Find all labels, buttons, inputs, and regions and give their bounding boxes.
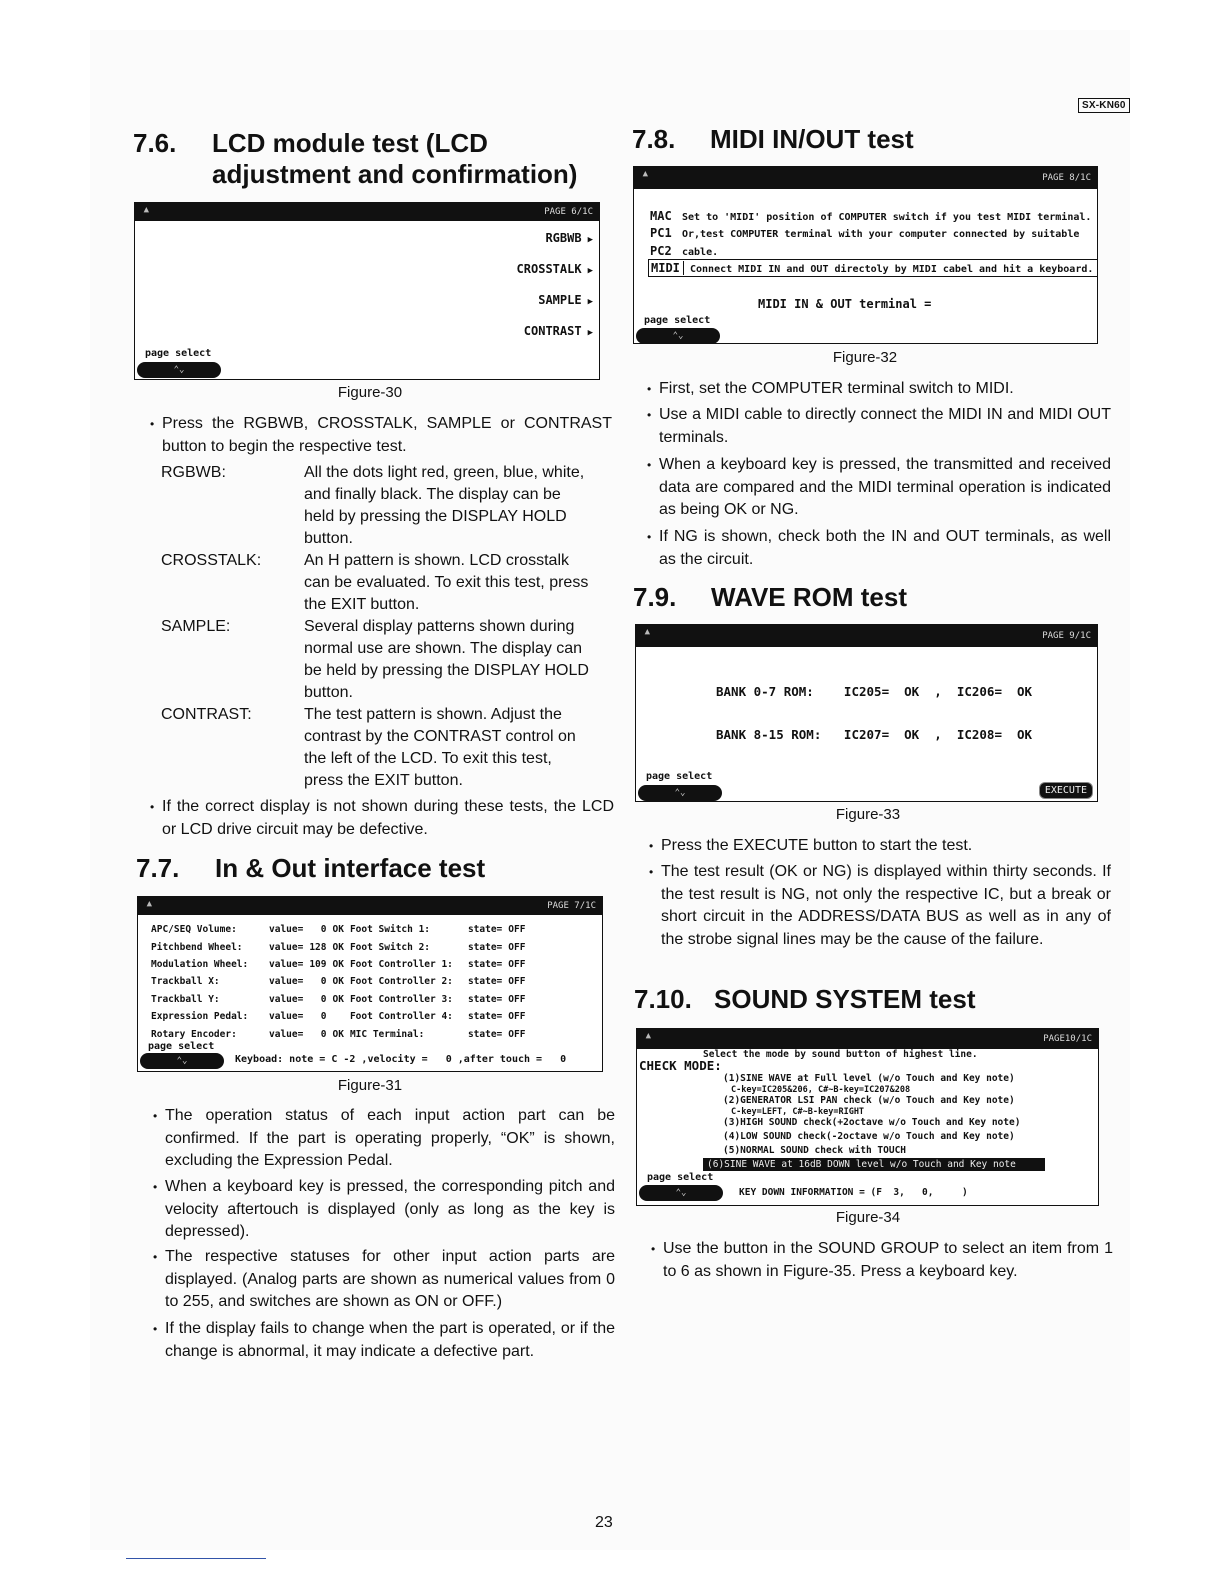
section-7-8-heading: 7.8. MIDI IN/OUT test (632, 124, 914, 154)
status-cell: OK (332, 924, 344, 936)
bullet: • When a keyboard key is pressed, the transmitted and received data are compared and the MIDI terminal operation is indicated as being OK or NG. (647, 454, 1111, 522)
def-row: CONTRAST: The test pattern is shown. Adjust the contrast by the CONTRAST control on the left of the LCD. To exit this test, press the EXIT button. (161, 706, 576, 789)
status-cell: state= (467, 1011, 503, 1023)
status-cell: 0 (320, 1011, 327, 1023)
bullet: • The respective statuses for other input action parts are displayed. (Analog parts are shown as numerical values from 0 to 255, and switches are shown as ON or OFF.) (153, 1246, 615, 1314)
test-definitions (161, 462, 601, 792)
bullet: • The test result (OK or NG) is displayed within thirty seconds. If the test result is NG, not only the respective IC, but a break or short circuit in the ADDRESS/DATA BUS as well as in any of the strobe signal lines may be the cause of the failure. (649, 861, 1111, 951)
status-cell: OK (332, 993, 344, 1005)
status-row (148, 973, 528, 990)
mode-line: C-key=IC205&206, C#~B-key=IC207&208 (731, 1085, 911, 1095)
status-cell: Foot Controller 4: (349, 1011, 453, 1023)
status-cell: Trackball Y: (151, 993, 220, 1005)
status-cell: Foot Controller 1: (349, 958, 453, 970)
status-cell: 0 (320, 1028, 327, 1040)
status-cell: Foot Controller 3: (349, 993, 453, 1005)
midi-info-line: MAC Set to 'MIDI' position of COMPUTER switch if you test MIDI terminal. (650, 209, 1092, 223)
midi-info-line: PC1 Or,test COMPUTER terminal with your computer connected by suitable (650, 226, 1080, 240)
status-cell: value= (269, 1028, 304, 1040)
status-cell: OFF (508, 976, 526, 988)
status-cell: value= (269, 1011, 304, 1023)
menu-icon: ▲ (642, 169, 648, 179)
status-cell: Expression Pedal: (151, 1011, 249, 1023)
menu-icon: ▲ (146, 899, 152, 909)
menu-icon: ▲ (645, 1031, 651, 1041)
section-number: 7.6. (133, 128, 177, 158)
page-select-label: page select (647, 1172, 714, 1183)
status-cell: OFF (508, 1028, 526, 1040)
bullet: • First, set the COMPUTER terminal switch to MIDI. (647, 378, 1111, 401)
status-cell: state= (467, 993, 503, 1005)
status-cell: OK (332, 958, 344, 970)
status-cell: value= (269, 993, 304, 1005)
menu-icon: ▲ (644, 627, 650, 637)
bullet: • When a keyboard key is pressed, the corresponding pitch and velocity aftertouch is displayed (only as long as the key is depressed). (153, 1176, 615, 1244)
check-mode-label: CHECK MODE: (639, 1058, 722, 1073)
bullet: • If the display fails to change when the part is operated, or if the change is abnormal, it may indicate a defective part. (153, 1318, 615, 1363)
page-number: 23 (595, 1514, 613, 1531)
mode-line: (3)HIGH SOUND check(+2octave w/o Touch and Key note) (723, 1117, 1021, 1128)
status-cell: OFF (508, 958, 526, 970)
figure-34-lcd (636, 1028, 1099, 1206)
rom-row: BANK 8-15 ROM: IC207= OK , IC208= OK (716, 727, 1033, 742)
title-bar: ▲ PAGE 7/1C (138, 897, 602, 915)
status-cell: value= (269, 976, 304, 988)
bullet: • If NG is shown, check both the IN and OUT terminals, as well as the circuit. (647, 526, 1111, 571)
status-cell: Pitchbend Wheel: (151, 941, 243, 953)
arrow-right-icon: ▶ (587, 297, 593, 307)
page-select-knob[interactable]: ⌃⌄ (638, 785, 722, 801)
crosstalk-button[interactable]: CROSSTALK ▶ (516, 262, 593, 276)
keyboard-readout: Keyboad: note = C -2 ,velocity = 0 ,after touch = 0 (235, 1054, 567, 1065)
contrast-button[interactable]: CONTRAST ▶ (523, 324, 593, 338)
footer-rule (126, 1558, 266, 1559)
section-title: LCD module test (LCD (212, 128, 488, 158)
status-cell: 109 (309, 958, 327, 970)
status-cell: state= (467, 924, 503, 936)
bullet: • Use a MIDI cable to directly connect the MIDI IN and MIDI OUT terminals. (647, 404, 1111, 449)
figure-30-lcd (134, 202, 600, 380)
page-indicator: PAGE 6/1C (544, 207, 593, 217)
selected-mode-line[interactable]: (6)SINE WAVE at 16dB DOWN level w/o Touch and Key note (703, 1158, 1045, 1171)
status-cell: 0 (320, 976, 327, 988)
page-select-knob[interactable]: ⌃⌄ (140, 1053, 224, 1069)
status-cell: value= (269, 941, 304, 953)
intro-bullet: • Press the RGBWB, CROSSTALK, SAMPLE or CONTRAST button to begin the respective test. (150, 413, 612, 458)
rom-row: BANK 0-7 ROM: IC205= OK , IC206= OK (716, 684, 1033, 699)
status-cell: OFF (508, 993, 526, 1005)
status-cell: Modulation Wheel: (151, 958, 249, 970)
page-select-label: page select (148, 1041, 215, 1052)
mode-line: (1)SINE WAVE at Full level (w/o Touch and Key note) (723, 1073, 1015, 1084)
status-cell: state= (467, 941, 503, 953)
status-row (148, 956, 528, 973)
section-7-6-heading-line2: adjustment and confirmation) (212, 159, 578, 189)
status-cell: OK (332, 941, 344, 953)
status-row (148, 991, 528, 1008)
arrow-right-icon: ▶ (587, 235, 593, 245)
status-cell: Foot Switch 1: (349, 924, 431, 936)
status-cell: 0 (320, 924, 327, 936)
arrow-right-icon: ▶ (587, 266, 593, 276)
status-cell: OK (332, 976, 344, 988)
page-select-knob[interactable]: ⌃⌄ (137, 362, 221, 378)
status-cell (330, 1008, 347, 1025)
note-bullet: • If the correct display is not shown during these tests, the LCD or LCD drive circuit may be defective. (150, 796, 614, 841)
arrow-right-icon: ▶ (587, 328, 593, 338)
status-cell: OFF (508, 941, 526, 953)
bullet: • The operation status of each input action part can be confirmed. If the part is operating properly, “OK” is shown, excluding the Expression Pedal. (153, 1105, 615, 1173)
status-cell: Trackball X: (151, 976, 220, 988)
mode-line: C-key=LEFT, C#~B-key=RIGHT (731, 1107, 865, 1117)
section-7-7-heading: 7.7. In & Out interface test (136, 853, 486, 883)
page-select-knob[interactable]: ⌃⌄ (639, 1185, 723, 1201)
midi-info-line: PC2 cable. (650, 244, 719, 258)
status-row (148, 1008, 528, 1025)
status-cell: OFF (508, 924, 526, 936)
status-cell: Rotary Encoder: (151, 1028, 237, 1040)
status-cell: Foot Switch 2: (349, 941, 431, 953)
figure-34-caption: Figure-34 (835, 1209, 901, 1226)
bullet: • Use the button in the SOUND GROUP to select an item from 1 to 6 as shown in Figure-35. Press a keyboard key. (651, 1238, 1113, 1283)
select-instruction: Select the mode by sound button of highest line. (703, 1049, 978, 1060)
status-row (148, 921, 528, 938)
page-select-knob[interactable]: ⌃⌄ (636, 328, 720, 344)
midi-selected-line[interactable]: MIDI Connect MIDI IN and OUT directoly by MIDI cabel and hit a keyboard. (648, 259, 1098, 277)
title-bar: ▲ PAGE10/1C (637, 1029, 1098, 1049)
page-select-label: page select (145, 348, 212, 359)
status-cell: 128 (309, 941, 327, 953)
status-cell: state= (467, 958, 503, 970)
status-cell: state= (467, 1028, 503, 1040)
figure-32-caption: Figure-32 (832, 349, 898, 366)
model-tag: SX-KN60 (1078, 98, 1130, 113)
page-select-label: page select (644, 315, 711, 326)
status-cell: OK (332, 1028, 344, 1040)
mode-line: (4)LOW SOUND check(-2octave w/o Touch and Key note) (723, 1131, 1015, 1142)
figure-32-lcd (633, 166, 1098, 344)
bullet: • Press the EXECUTE button to start the test. (649, 835, 1111, 858)
mode-line: (2)GENERATOR LSI PAN check (w/o Touch and Key note) (723, 1095, 1015, 1106)
section-7-6-heading (133, 128, 488, 159)
status-cell: MIC Terminal: (349, 1028, 425, 1040)
mode-line: (5)NORMAL SOUND check with TOUCH (723, 1145, 907, 1156)
section-7-10-heading: 7.10. SOUND SYSTEM test (634, 984, 976, 1014)
rgbwb-button[interactable]: RGBWB ▶ (545, 231, 593, 245)
midi-terminal-status: MIDI IN & OUT terminal = (758, 297, 932, 311)
section-7-9-heading: 7.9. WAVE ROM test (633, 582, 907, 612)
status-cell: Foot Controller 2: (349, 976, 453, 988)
status-cell: APC/SEQ Volume: (151, 924, 237, 936)
input-status-table (148, 921, 528, 1043)
sample-button[interactable]: SAMPLE ▶ (538, 293, 593, 307)
menu-icon: ▲ (143, 205, 149, 215)
status-cell: value= (269, 924, 304, 936)
def-row: RGBWB: All the dots light red, green, blue, white, and finally black. The display can be held by pressing the DISPLAY HOLD button. (161, 464, 585, 547)
figure-31-caption: Figure-31 (337, 1077, 403, 1094)
page-select-label: page select (646, 771, 713, 782)
status-row (148, 938, 528, 955)
figure-33-caption: Figure-33 (835, 806, 901, 823)
figure-30-caption: Figure-30 (337, 384, 403, 401)
figure-31-lcd (137, 896, 603, 1072)
def-row: CROSSTALK: An H pattern is shown. LCD crosstalk can be evaluated. To exit this test, press the EXIT button. (161, 552, 589, 613)
title-bar: ▲ PAGE 9/1C (636, 625, 1097, 647)
status-cell: 0 (320, 993, 327, 1005)
def-row: SAMPLE: Several display patterns shown during normal use are shown. The display can be held by pressing the DISPLAY HOLD button. (161, 618, 589, 701)
title-bar: ▲ PAGE 8/1C (634, 167, 1097, 189)
title-bar (135, 203, 599, 221)
status-cell: OFF (508, 1011, 526, 1023)
figure-33-lcd (635, 624, 1098, 802)
key-info-readout: KEY DOWN INFORMATION = (F 3, 0, ) (739, 1187, 968, 1198)
status-cell: value= (269, 958, 304, 970)
execute-button[interactable]: EXECUTE (1039, 782, 1093, 799)
status-cell: state= (467, 976, 503, 988)
